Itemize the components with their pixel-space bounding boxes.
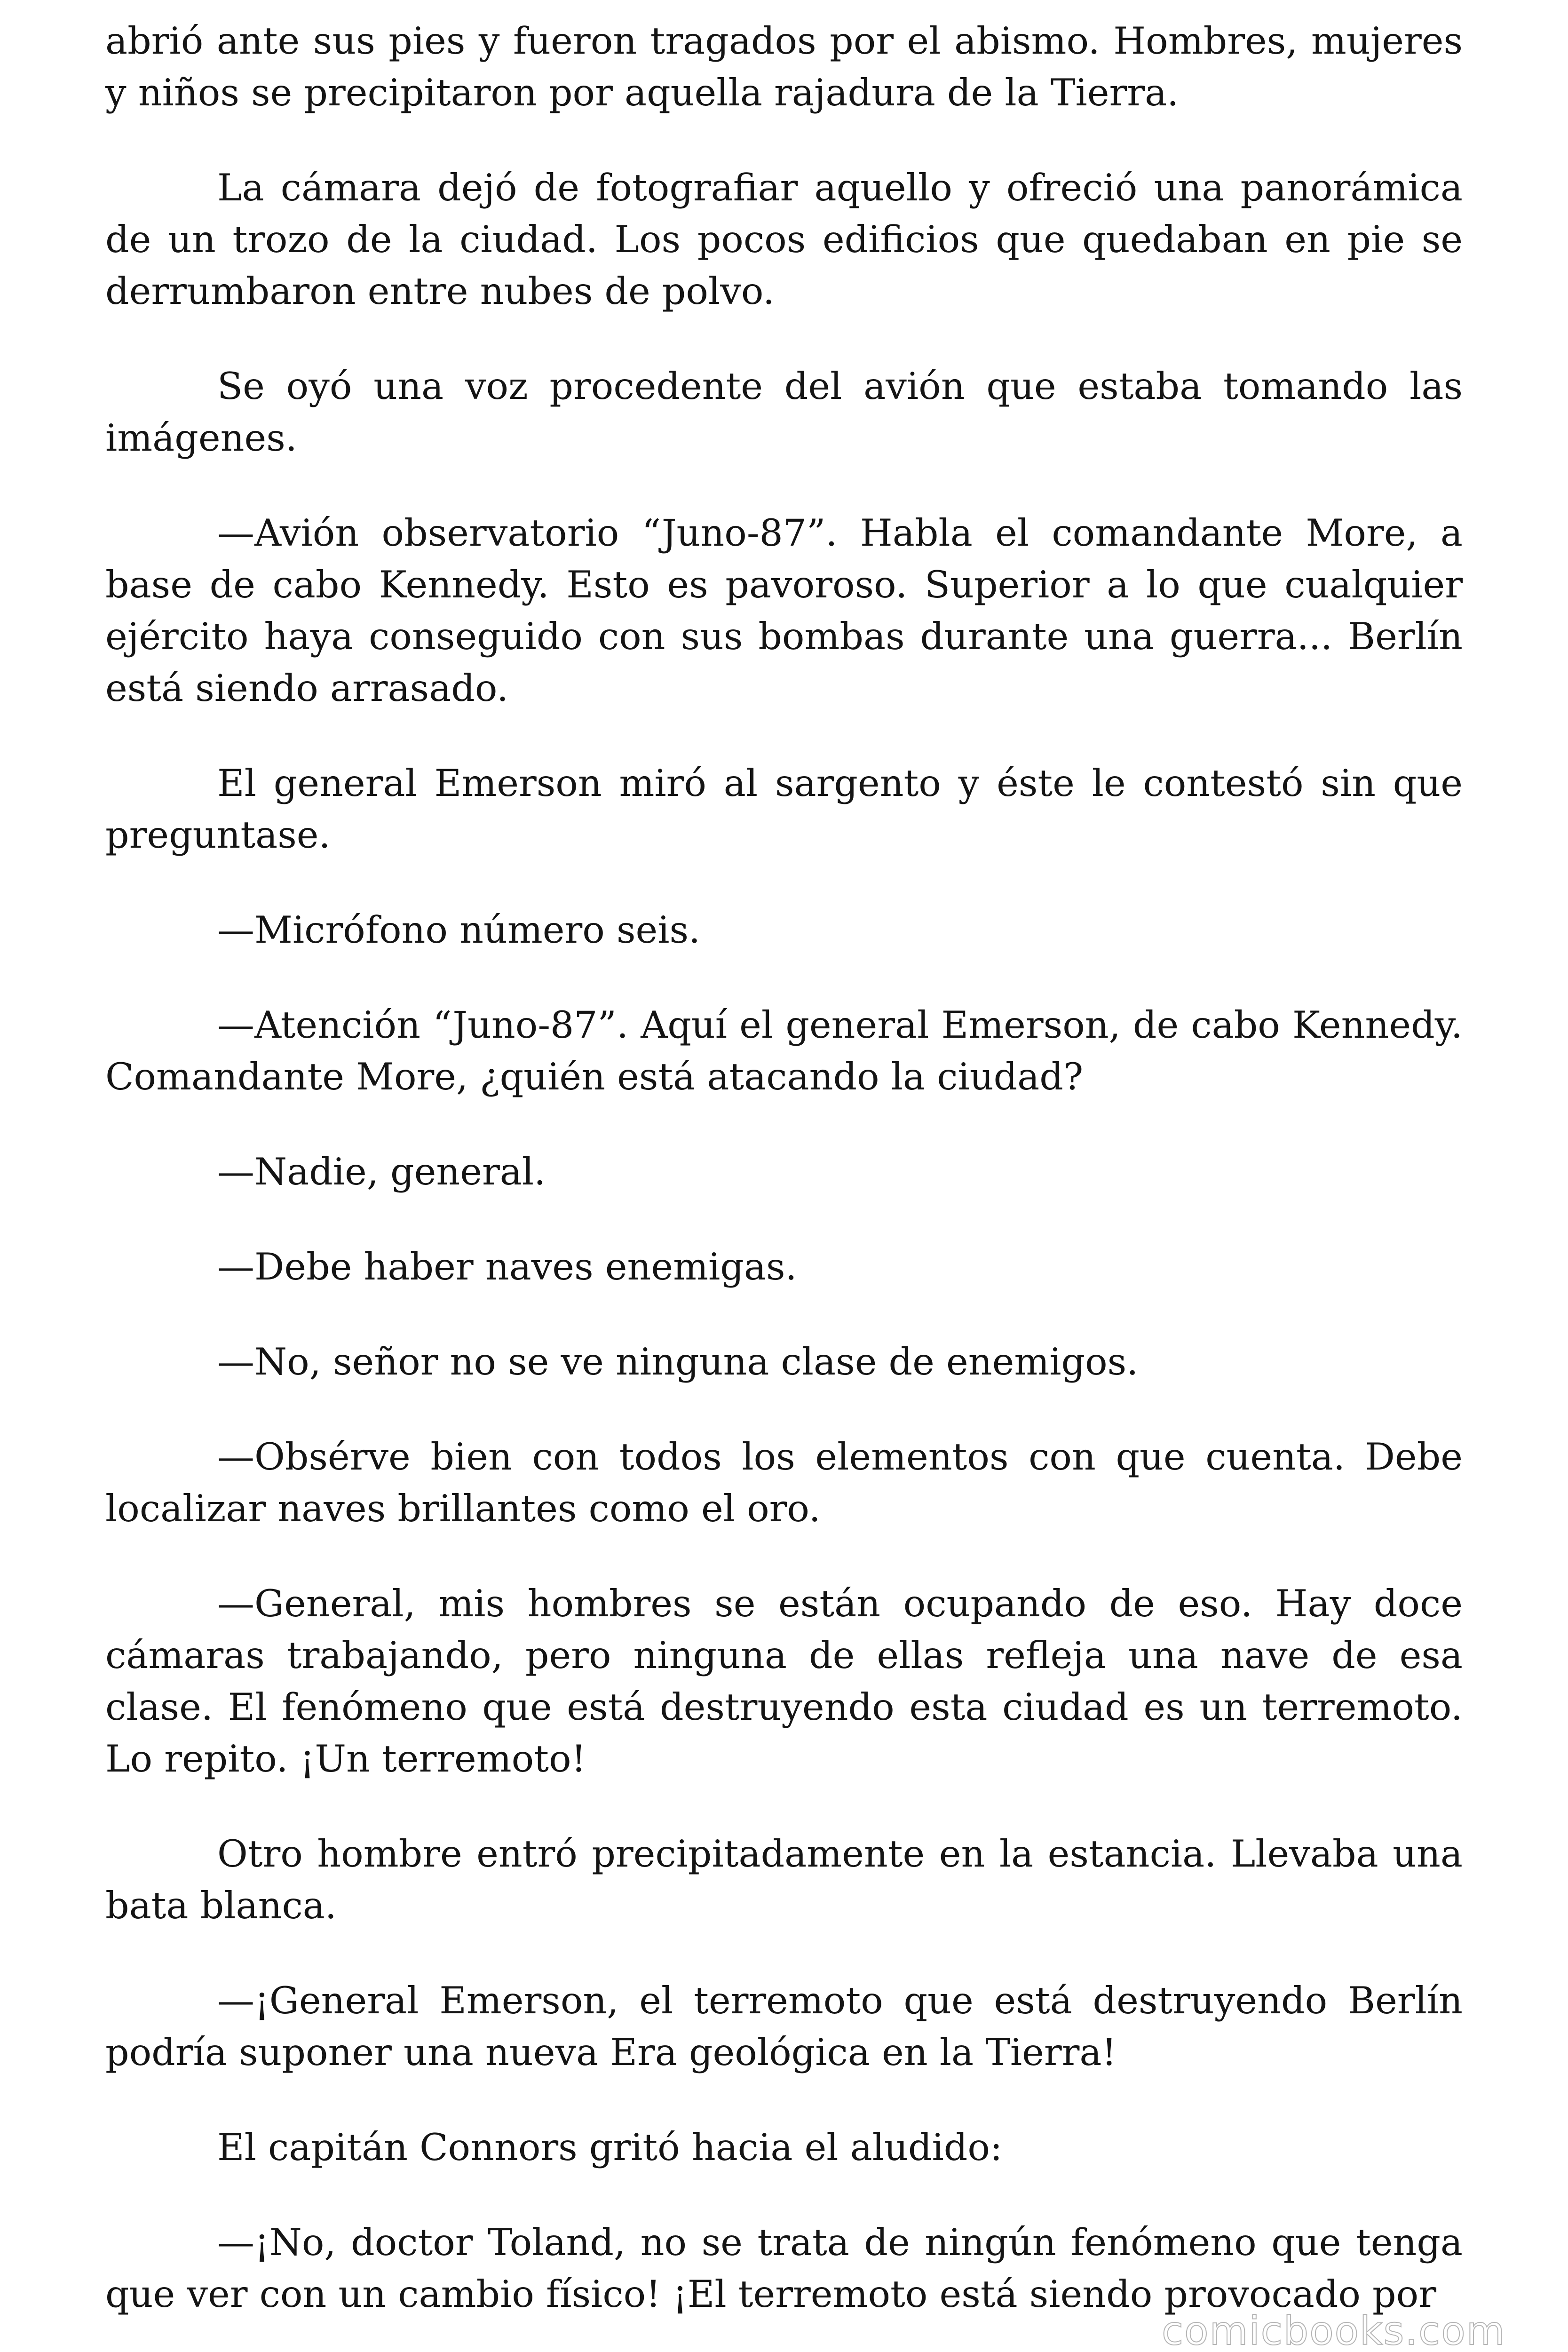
paragraph: Otro hombre entró precipitadamente en la estancia. Llevaba una bata blanca. — [105, 1832, 1463, 1927]
paragraph: El capitán Connors gritó hacia el aludido: — [217, 2126, 1003, 2169]
paragraph: —¡General Emerson, el terremoto que está destruyendo Berlín podría suponer una nueva Era geológica en la Tierra! — [105, 1979, 1463, 2074]
paragraph: Se oyó una voz procedente del avión que estaba tomando las imágenes. — [105, 365, 1463, 460]
paragraph: —Atención “Juno-87”. Aquí el general Emerson, de cabo Kennedy. Comandante More, ¿quién está atacando la ciudad? — [105, 1003, 1463, 1098]
book-page-text — [105, 15, 1463, 2320]
paragraph: abrió ante sus pies y fueron tragados por el abismo. Hombres, mujeres y niños se precipitaron por aquella rajadura de la Tierra. — [105, 19, 1463, 114]
paragraph: —Micrófono número seis. — [217, 908, 701, 952]
paragraph: La cámara dejó de fotografiar aquello y ofreció una panorámica de un trozo de la ciudad. Los pocos edificios que quedaban en pie se derrumbaron entre nubes de polvo. — [105, 166, 1463, 313]
paragraph: —Debe haber naves enemigas. — [217, 1245, 797, 1288]
paragraph: El general Emerson miró al sargento y éste le contestó sin que preguntase. — [105, 762, 1463, 857]
paragraph: —Obsérve bien con todos los elementos con que cuenta. Debe localizar naves brillantes como el oro. — [105, 1435, 1463, 1530]
paragraph: —Nadie, general. — [217, 1150, 546, 1193]
paragraph: —¡No, doctor Toland, no se trata de ningún fenómeno que tenga que ver con un cambio físico! ¡El terremoto está siendo provocado por — [105, 2221, 1463, 2316]
paragraph: —No, señor no se ve ninguna clase de enemigos. — [217, 1340, 1139, 1383]
paragraph: —General, mis hombres se están ocupando de eso. Hay doce cámaras trabajando, pero ninguna de ellas refleja una nave de esa clase. El fenómeno que está destruyendo esta ciudad es un terremoto. Lo repito. ¡Un terremoto! — [105, 1582, 1463, 1780]
paragraph: —Avión observatorio “Juno-87”. Habla el comandante More, a base de cabo Kennedy. Esto es pavoroso. Superior a lo que cualquier ejército haya conseguido con sus bombas durante una guerra... Berlín está siendo arrasado. — [105, 511, 1463, 710]
watermark: comicbooks.com — [1162, 2308, 1506, 2352]
